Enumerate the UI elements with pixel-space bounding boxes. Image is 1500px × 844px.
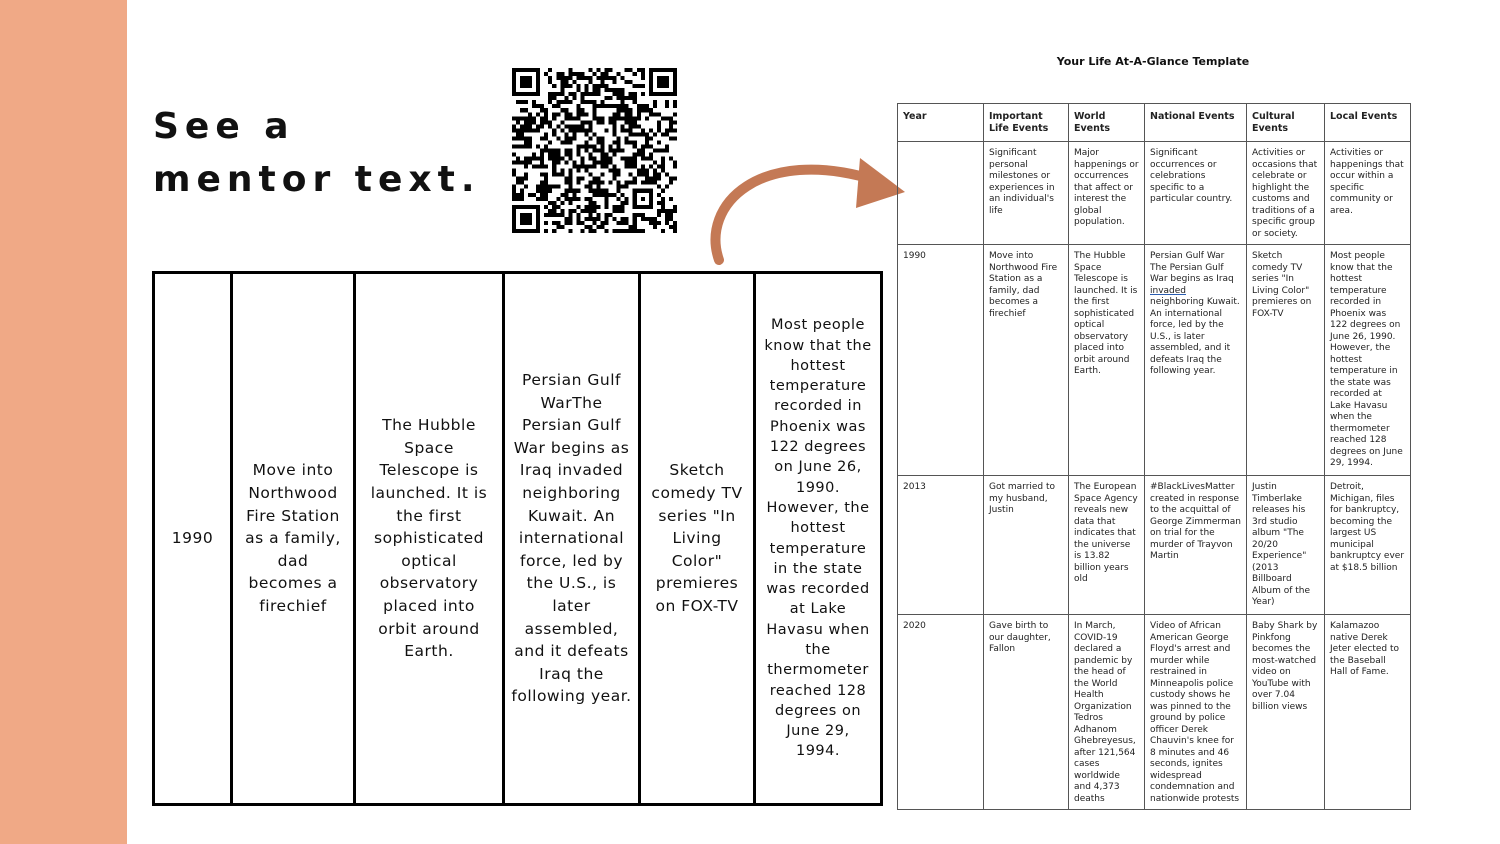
life-at-a-glance-template (897, 103, 1411, 810)
header-row (898, 104, 1411, 142)
local-event-cell: Most people know that the hottest temperature recorded in Phoenix was 122 degrees on June 26, 1990. However, the hottest temperature in the state was recorded at Lake Havasu when the thermometer reached 128 degrees on June 29, 1994. (755, 273, 882, 805)
life-event-cell: Gave birth to our daughter, Fallon (984, 615, 1069, 810)
description-cell: Major happenings or occurrences that affect or interest the global population. (1069, 142, 1145, 245)
world-event-cell: The Hubble Space Telescope is launched. It is the first sophisticated optical observatory placed into orbit around Earth. (1069, 245, 1145, 476)
cultural-event-cell: Justin Timberlake releases his 3rd studio album "The 20/20 Experience" (2013 Billboard Album of the Year) (1247, 476, 1325, 615)
life-event-cell: Move into Northwood Fire Station as a family, dad becomes a firechief (232, 273, 355, 805)
description-cell: Activities or happenings that occur within a specific community or area. (1325, 142, 1411, 245)
description-cell: Activities or occasions that celebrate or highlight the customs and traditions of a specific group or society. (1247, 142, 1325, 245)
cultural-event-cell: Baby Shark by Pinkfong becomes the most-watched video on YouTube with over 7.04 billion views (1247, 615, 1325, 810)
table-row (898, 476, 1411, 615)
national-event-cell (1145, 245, 1247, 476)
heading-line-2: mentor text. (153, 159, 481, 200)
local-event-cell: Kalamazoo native Derek Jeter elected to the Baseball Hall of Fame. (1325, 615, 1411, 810)
national-text-b: neighboring Kuwait. An international force, led by the U.S., is later assembled, and it defeats Iraq the following year. (1150, 297, 1240, 376)
national-text-a: Persian Gulf War The Persian Gulf War begins as Iraq (1150, 251, 1234, 284)
curved-arrow-icon (700, 150, 915, 270)
cultural-event-cell: Sketch comedy TV series "In Living Color" premieres on FOX-TV (1247, 245, 1325, 476)
local-event-cell: Detroit, Michigan, files for bankruptcy, becoming the largest US municipal bankruptcy ever at $18.5 billion (1325, 476, 1411, 615)
national-text-underlined: invaded (1150, 285, 1187, 296)
description-cell: Significant personal milestones or experiences in an individual's life (984, 142, 1069, 245)
template-title: Your Life At-A-Glance Template (1056, 55, 1250, 68)
header-national-events: National Events (1145, 104, 1247, 142)
year-cell: 1990 (898, 245, 984, 476)
cultural-event-cell: Sketch comedy TV series "In Living Color" premieres on FOX-TV (640, 273, 755, 805)
description-cell (898, 142, 984, 245)
side-accent-band (0, 0, 127, 844)
table-row (154, 273, 882, 805)
year-cell: 1990 (154, 273, 232, 805)
header-world-events: World Events (1069, 104, 1145, 142)
qr-code[interactable] (512, 68, 677, 233)
header-local-events: Local Events (1325, 104, 1411, 142)
year-cell: 2013 (898, 476, 984, 615)
table-row (898, 245, 1411, 476)
header-life-events: Important Life Events (984, 104, 1069, 142)
description-cell: Significant occurrences or celebrations specific to a particular country. (1145, 142, 1247, 245)
page-heading (153, 100, 493, 206)
world-event-cell: The European Space Agency reveals new data that indicates that the universe is 13.82 billion years old (1069, 476, 1145, 615)
world-event-cell: In March, COVID-19 declared a pandemic by the head of the World Health Organization Tedros Adhanom Ghebreyesus, after 121,564 cases worldwide and 4,373 deaths (1069, 615, 1145, 810)
table-row (898, 615, 1411, 810)
national-event-cell: #BlackLivesMatter created in response to the acquittal of George Zimmerman on trial for the murder of Trayvon Martin (1145, 476, 1247, 615)
world-event-cell: The Hubble Space Telescope is launched. It is the first sophisticated optical observatory placed into orbit around Earth. (355, 273, 504, 805)
mentor-text-table (152, 271, 883, 806)
local-event-cell: Most people know that the hottest temperature recorded in Phoenix was 122 degrees on June 26, 1990. However, the hottest temperature in the state was recorded at Lake Havasu when the thermometer reached 128 degrees on June 29, 1994. (1325, 245, 1411, 476)
national-event-cell: Persian Gulf WarThe Persian Gulf War begins as Iraq invaded neighboring Kuwait. An international force, led by the U.S., is later assembled, and it defeats Iraq the following year. (504, 273, 640, 805)
description-row (898, 142, 1411, 245)
header-cultural-events: Cultural Events (1247, 104, 1325, 142)
life-event-cell: Got married to my husband, Justin (984, 476, 1069, 615)
year-cell: 2020 (898, 615, 984, 810)
life-event-cell: Move into Northwood Fire Station as a family, dad becomes a firechief (984, 245, 1069, 476)
national-event-cell: Video of African American George Floyd's arrest and murder while restrained in Minneapolis police custody shows he was pinned to the ground by police officer Derek Chauvin's knee for 8 minutes and 46 seconds, ignites widespread condemnation and nationwide protests (1145, 615, 1247, 810)
heading-line-1: See a (153, 106, 295, 147)
header-year: Year (898, 104, 984, 142)
